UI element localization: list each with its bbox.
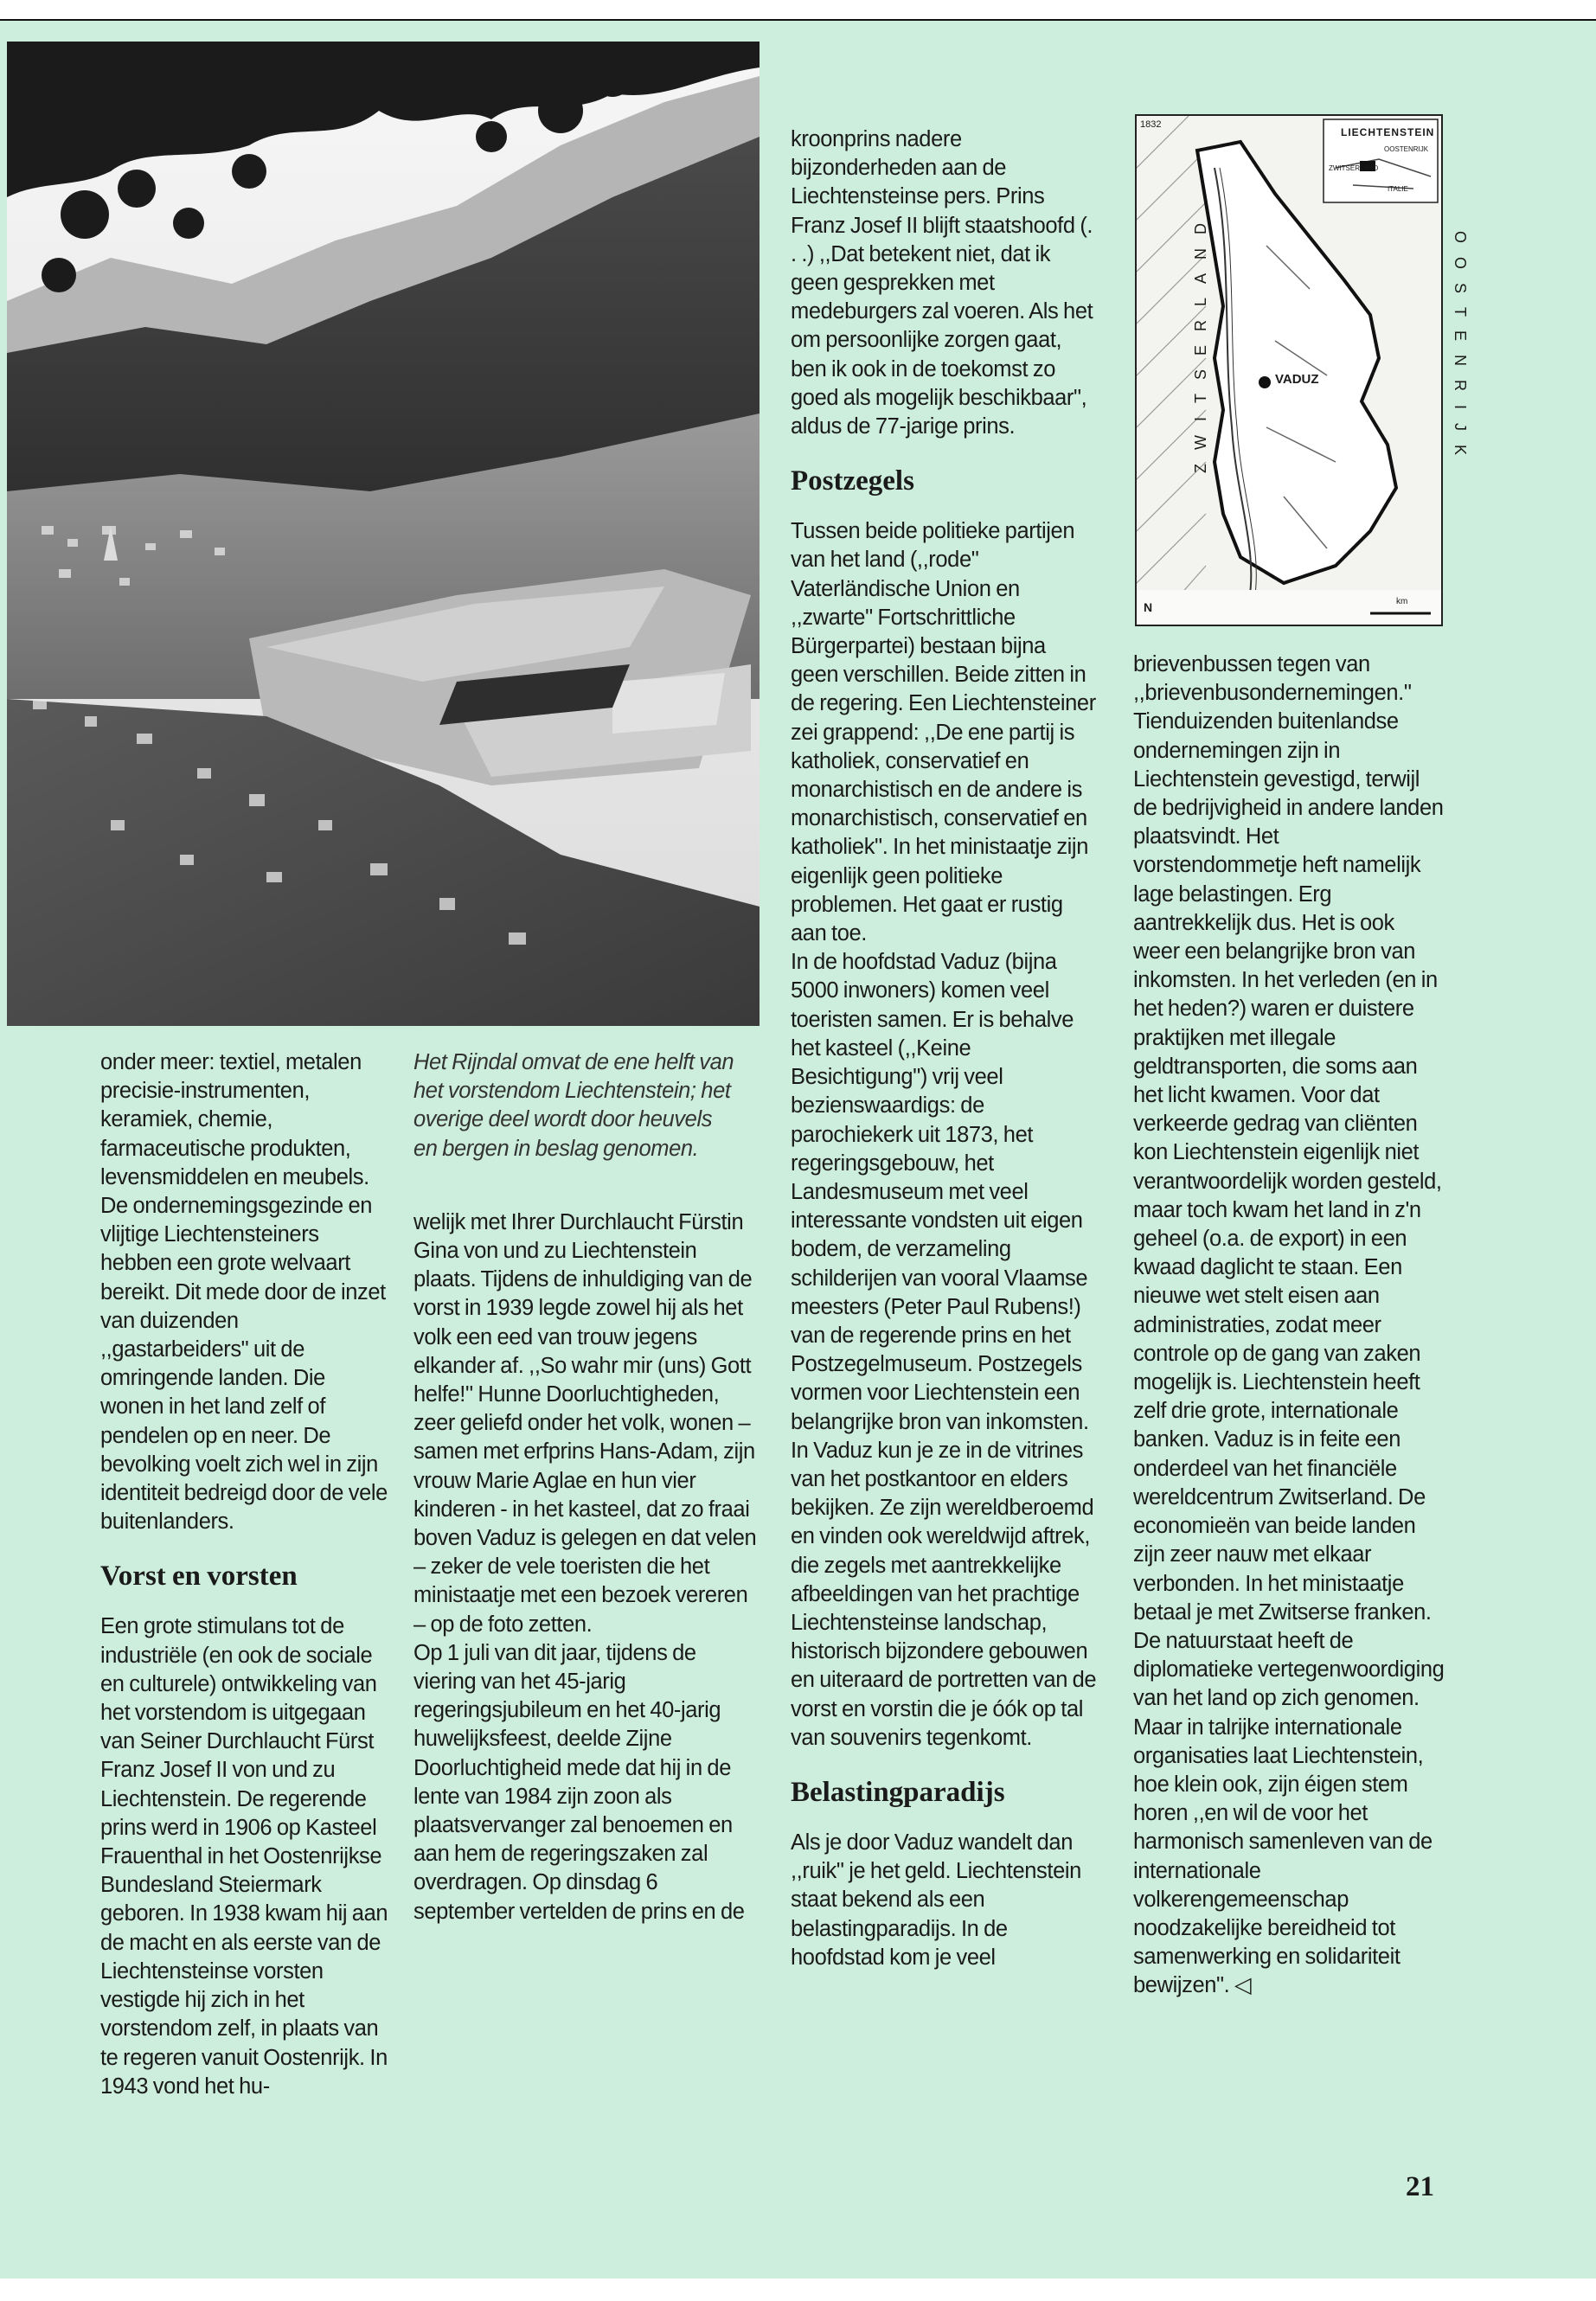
map-scale-label: km [1396,597,1408,606]
col2-paragraph-2: Op 1 juli van dit jaar, tijdens de viering van het 45-jarig regeringsjubileum en het 40-jarig huwelijksfeest, deelde Zijne Doorluchtigheid mede dat hij in de lente van 1984 zijn zoon als plaatsvervanger zal benoemen en aan hem de regeringszaken zal overdragen. Op dinsdag 6 september vertelden de prins en de [413,1640,745,1924]
col4-paragraph-2: De natuurstaat heeft de diplomatieke vertegenwoordiging van het land op zich genomen. Maar in talrijke internationale organisaties laat Liechtenstein, hoe klein ook, zijn éigen stem horen ,,en wil de voor het harmonisch samenleven van de internationale volkerengemeenschap noodzakelijke bereidheid tot samenwerking en solidariteit bewijzen". ◁ [1133,1628,1445,1998]
photo-caption: Het Rijndal omvat de ene helft van het vorstendom Liechtenstein; het overige deel wordt door heuvels en bergen in beslag genomen. [413,1050,734,1161]
valley-photo-image [7,42,760,1026]
col2-paragraph-1: welijk met Ihrer Durchlaucht Fürstin Gina von und zu Liechtenstein plaats. Tijdens de inhuldiging van de vorst in 1939 legde zowel hij als het volk een eed van trouw jegens elkander af. ,,So wahr mir (uns) Gott helfe!" Hunne Doorluchtigheden, zeer geliefd onder het volk, wonen – samen met erfprins Hans-Adam, zijn vrouw Marie Aglae en hun vier kinderen - in het kasteel, dat zo fraai boven Vaduz is gelegen en dat velen – zeker de vele toeristen die het ministaatje met een bezoek vereren – op de foto zetten. [413,1209,757,1637]
heading-belastingparadijs: Belastingparadijs [791,1776,1005,1808]
page-number: 21 [1406,2171,1434,2202]
col3-paragraph-1: Tussen beide politieke partijen van het land (,,rode" Vaterländische Union en ,,zwarte" Fortschrittliche Bürgerpartei) bestaan bijna geen verschillen. Beide zitten in de regering. Een Liechtensteiner zei grappend: ,,De ene partij is katholiek, conservatief en monarchistisch en de andere is monarchistisch, conservatief en katholiek". In het ministaatje zijn eigenlijk geen politieke problemen. Het gaat er rustig aan toe. [791,519,1096,946]
column-3 [791,125,1097,1972]
heading-vorst-en-vorsten: Vorst en vorsten [100,1561,298,1593]
column-1 [100,1048,391,2101]
liechtenstein-map [1135,114,1470,626]
map-code: 1832 [1140,119,1162,130]
map-label-zwitserland: ZWITSERLAND [1192,208,1210,474]
map-inset-label-2: ZWITSERLAND [1329,164,1379,172]
col3-intro: kroonprins nadere bijzonderheden aan de Liechtensteinse pers. Prins Franz Josef II blijft staatshoofd (. . .) ,,Dat betekent niet, dat ik geen gesprekken met medeburgers zal voeren. Als het om persoonlijke zorgen gaat, ben ik ook in de toekomst zo goed als mogelijk beschikbaar", aldus de 77-jarige prins. [791,127,1093,439]
col1-body: Een grote stimulans tot de industriële (en ook de sociale en culturele) ontwikkeling van het vorstendom is uitgegaan van Seiner Durchlaucht Fürst Franz Josef II von und zu Liechtenstein. De regerende prins werd in 1906 op Kasteel Frauenthal in het Oostenrijkse Bundesland Steiermark geboren. In 1938 kwam hij aan de macht en als eerste van de Liechtensteinse vorsten vestigde hij zich in het vorstendom zelf, in plaats van te regeren vanuit Oostenrijk. In 1943 vond het hu- [100,1614,388,2099]
map-label-oostenrijk: OOSTENRIJK [1452,230,1470,470]
vaduz-marker [1259,376,1271,388]
col3-paragraph-3: Als je door Vaduz wandelt dan ,,ruik" je het geld. Liechtenstein staat bekend als een belastingparadijs. In de hoofdstad kom je veel [791,1830,1081,1970]
col3-paragraph-2: In de hoofdstad Vaduz (bijna 5000 inwoners) komen veel toeristen samen. Er is behalve het kasteel (,,Keine Besichtigung") vrij veel bezienswaardigs: de parochiekerk uit 1873, het regeringsgebouw, het Landesmuseum met veel interessante vondsten uit eigen bodem, de verzameling schilderijen van vooral Vlaamse meesters (Peter Paul Rubens!) van de regerende prins en het Postzegelmuseum. Postzegels vormen voor Liechtenstein een belangrijke bron van inkomsten. In Vaduz kun je ze in de vitrines van het postkantoor en elders bekijken. Ze zijn wereldberoemd en vinden ook wereldwijd aftrek, die zegels met aantrekkelijke afbeeldingen van het prachtige Liechtensteinse landschap, historisch bijzondere gebouwen en uiteraard de portretten van de vorst en vorstin die je óók op tal van souvenirs tegenkomt. [791,950,1097,1750]
col4-paragraph-1: brievenbussen tegen van ,,brievenbusondernemingen." Tienduizenden buitenlandse ondernemingen zijn in Liechtenstein gevestigd, terwijl de bedrijvigheid in andere landen plaatsvindt. Het vorstendommetje heft namelijk lage belastingen. Erg aantrekkelijk dus. Het is ook weer een belangrijke bron van inkomsten. In het verleden (en in het heden?) waren er duistere praktijken met illegale geldtransporten, die soms aan het licht kwamen. Voor dat verkeerde gedrag van cliënten kon Liechtenstein eigenlijk niet verantwoordelijk worden gesteld, maar toch kwam het land in z'n geheel (o.a. de export) in een kwaad daglicht te staan. Een nieuwe wet stelt eisen aan administraties, zodat meer controle op de gang van zaken mogelijk is. Liechtenstein heeft zelf drie grote, internationale banken. Vaduz is in feite een onderdeel van het financiële wereldcentrum Zwitserland. De economieën van beide landen zijn zeer nauw met elkaar verbonden. In het ministaatje betaal je met Zwitserse franken. [1133,652,1444,1625]
map-title: LIECHTENSTEIN [1341,126,1435,138]
col1-intro: onder meer: textiel, metalen precisie-instrumenten, keramiek, chemie, farmaceutische produkten, levensmiddelen en meubels. De ondernemingsgezinde en vlijtige Liechtensteiners hebben een grote welvaart bereikt. Dit mede door de inzet van duizenden ,,gastarbeiders" uit de omringende landen. Die wonen in het land zelf of pendelen op en neer. De bevolking voelt zich wel in zijn identiteit bedreigd door de vele buitenlanders. [100,1050,388,1535]
heading-postzegels: Postzegels [791,465,914,497]
map-label-vaduz: VADUZ [1275,372,1319,387]
map-inset-label-3: ITALIE [1388,185,1408,193]
column-4 [1133,651,1445,2001]
valley-photo [7,42,760,1026]
map-inset-label-1: OOSTENRIJK [1384,145,1429,153]
map-north-marker: N [1144,600,1153,614]
column-2 [413,1048,761,1926]
